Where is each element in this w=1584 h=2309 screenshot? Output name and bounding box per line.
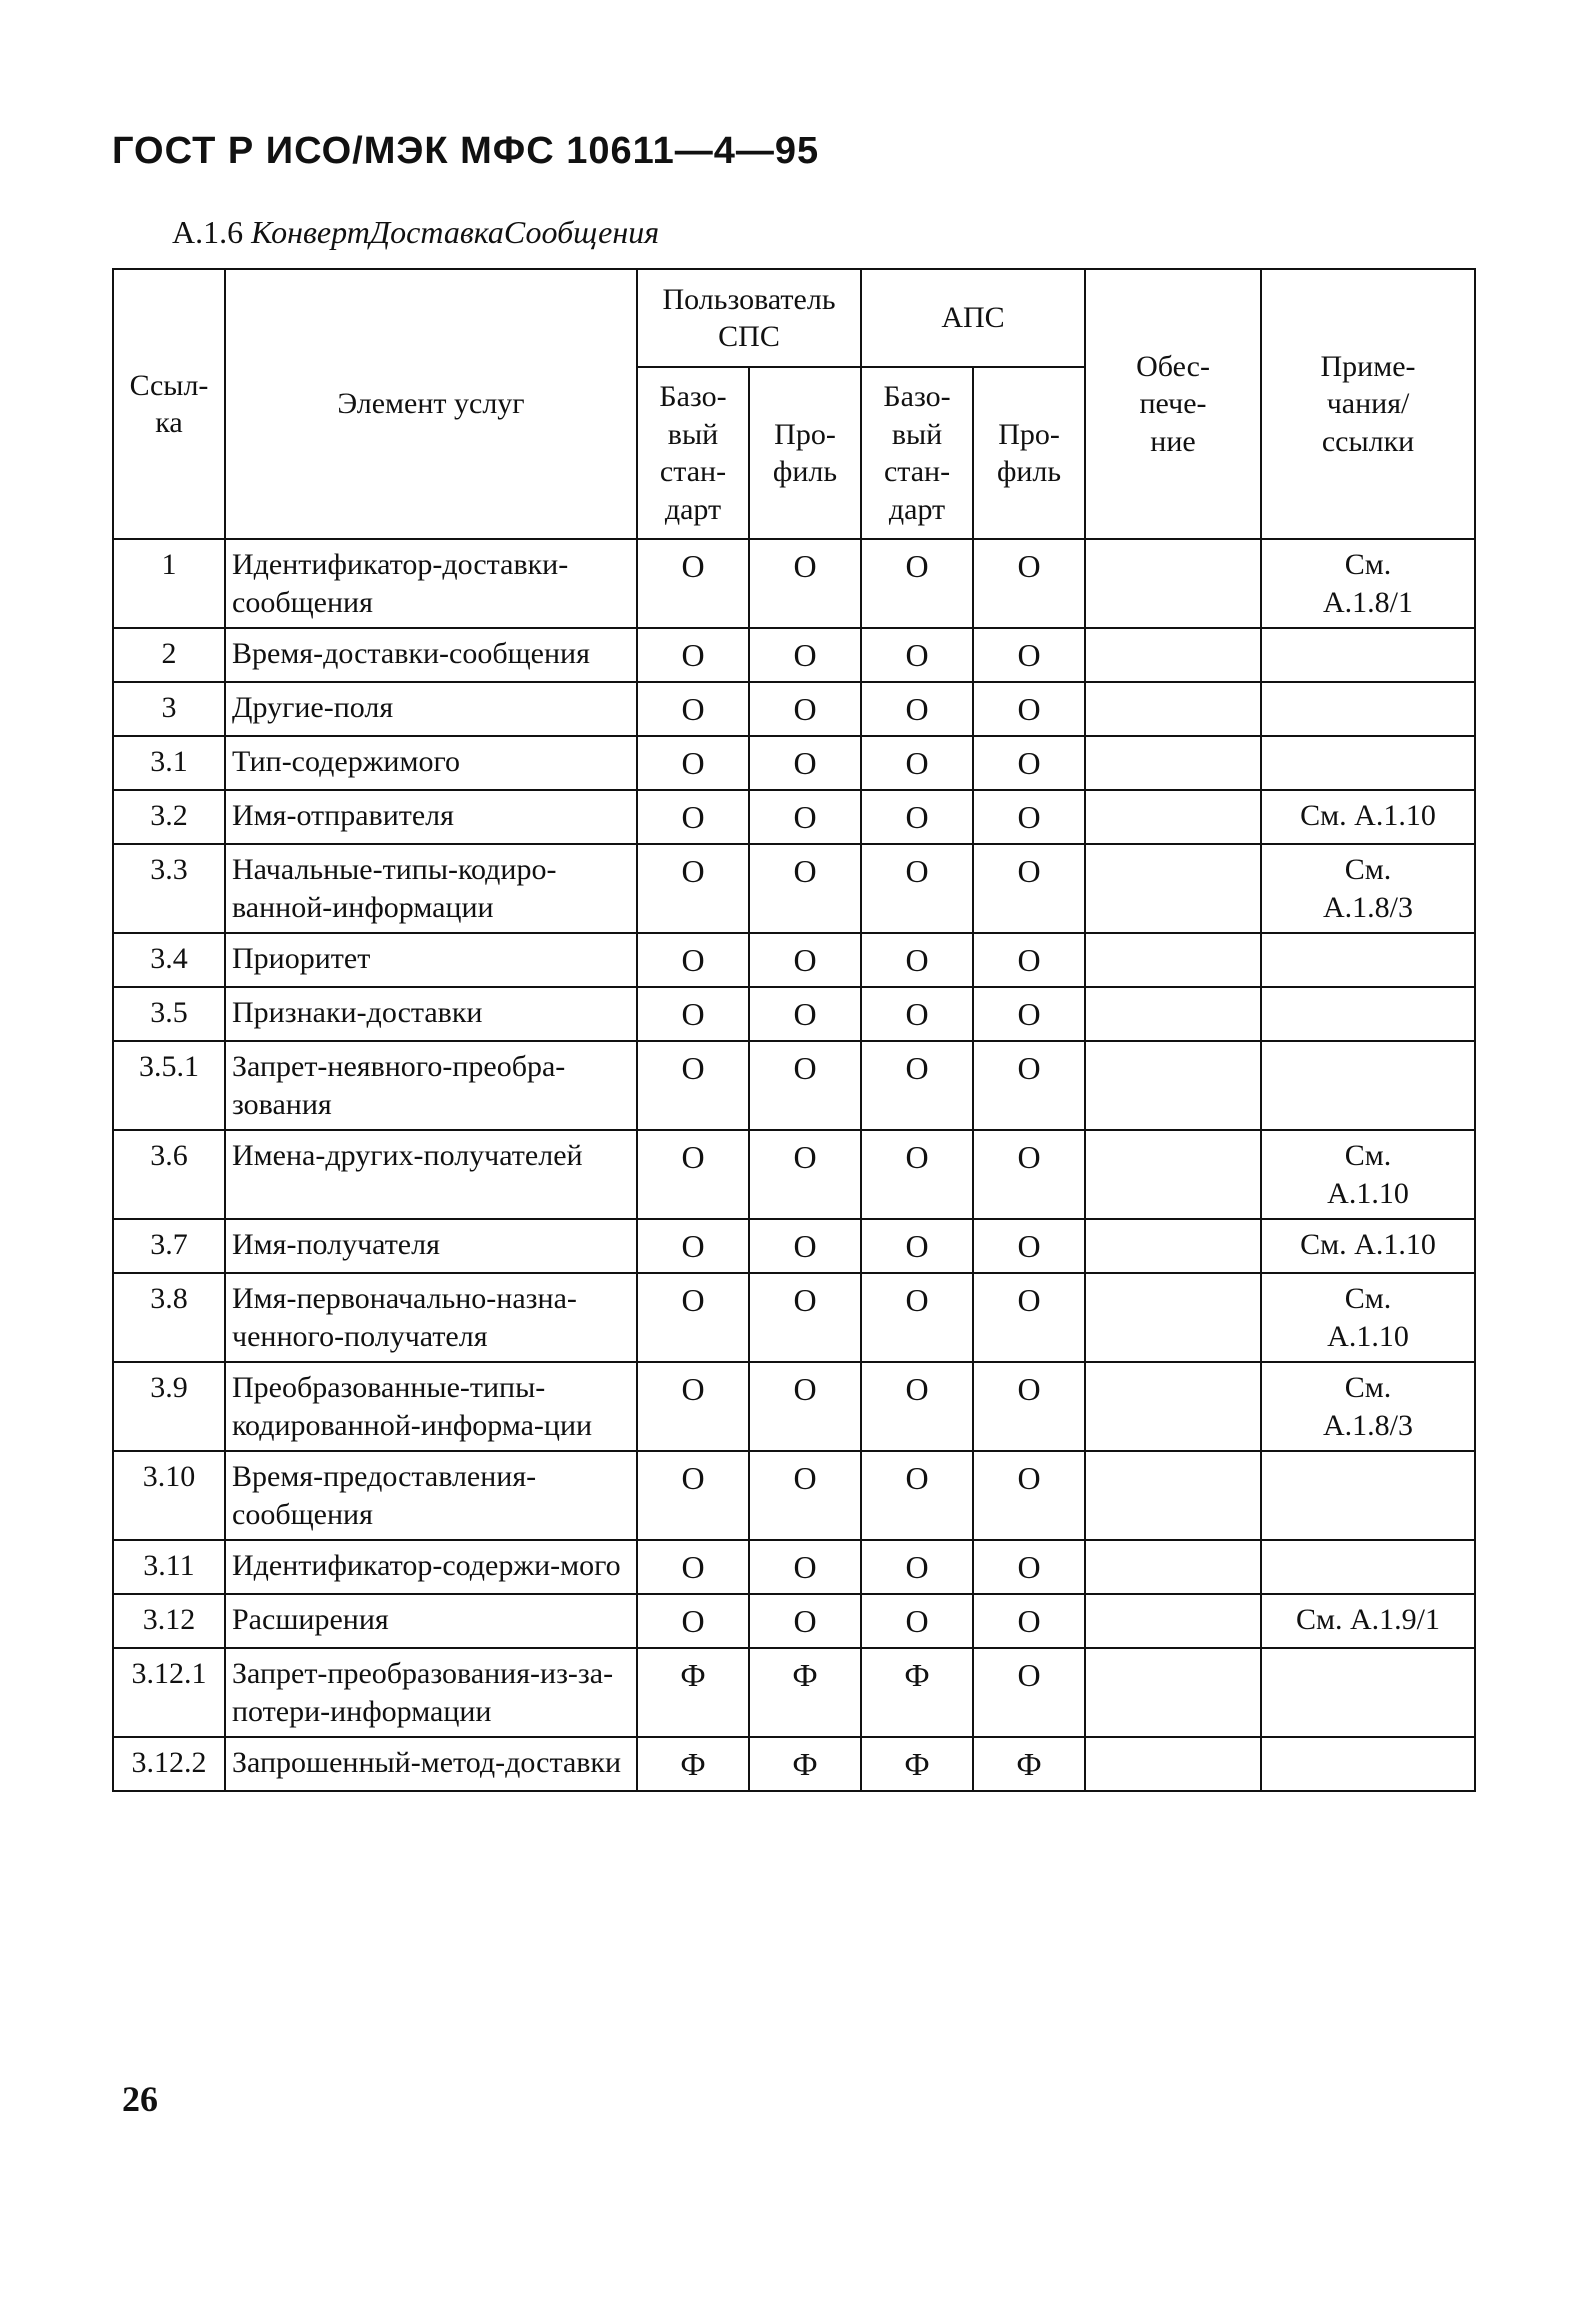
- row-ref: 3.8: [113, 1273, 225, 1362]
- row-user-base-std: О: [637, 844, 749, 933]
- row-aps-base-std: О: [861, 539, 973, 628]
- row-notes: См. А.1.10: [1261, 1219, 1475, 1273]
- header-ref: Ссыл- ка: [113, 269, 225, 539]
- row-provision: [1085, 736, 1261, 790]
- row-user-profile: О: [749, 987, 861, 1041]
- row-aps-profile: О: [973, 987, 1085, 1041]
- row-provision: [1085, 1451, 1261, 1540]
- row-provision: [1085, 682, 1261, 736]
- row-element: Время-предоставления-сообщения: [225, 1451, 637, 1540]
- service-elements-table: [112, 268, 1476, 1792]
- row-aps-profile: О: [973, 1362, 1085, 1451]
- row-aps-profile: О: [973, 539, 1085, 628]
- row-notes: См. А.1.10: [1261, 790, 1475, 844]
- row-user-base-std: О: [637, 790, 749, 844]
- row-aps-profile: О: [973, 1451, 1085, 1540]
- row-user-profile: О: [749, 1219, 861, 1273]
- row-element: Тип-содержимого: [225, 736, 637, 790]
- row-user-profile: О: [749, 1130, 861, 1219]
- table-body: [113, 539, 1475, 1791]
- row-ref: 3.6: [113, 1130, 225, 1219]
- row-aps-profile: О: [973, 1273, 1085, 1362]
- row-user-base-std: Ф: [637, 1648, 749, 1737]
- row-user-base-std: О: [637, 628, 749, 682]
- row-aps-profile: О: [973, 1219, 1085, 1273]
- row-user-profile: О: [749, 1041, 861, 1130]
- row-element: Запрошенный-метод-доставки: [225, 1737, 637, 1791]
- row-notes: [1261, 628, 1475, 682]
- section-number: А.1.6: [172, 214, 244, 250]
- row-ref: 3.4: [113, 933, 225, 987]
- row-provision: [1085, 933, 1261, 987]
- row-provision: [1085, 790, 1261, 844]
- table-row: [113, 682, 1475, 736]
- row-aps-profile: О: [973, 1648, 1085, 1737]
- row-aps-profile: О: [973, 790, 1085, 844]
- row-aps-profile: О: [973, 1540, 1085, 1594]
- section-title: [172, 214, 659, 251]
- row-user-base-std: О: [637, 1219, 749, 1273]
- header-notes: Приме- чания/ ссылки: [1261, 269, 1475, 539]
- row-aps-base-std: О: [861, 987, 973, 1041]
- row-ref: 3.1: [113, 736, 225, 790]
- row-aps-profile: О: [973, 736, 1085, 790]
- row-provision: [1085, 1594, 1261, 1648]
- row-aps-base-std: О: [861, 1451, 973, 1540]
- row-provision: [1085, 1362, 1261, 1451]
- row-user-base-std: О: [637, 987, 749, 1041]
- header-user-base-std: Базо- вый стан- дарт: [637, 367, 749, 539]
- row-user-base-std: О: [637, 1540, 749, 1594]
- row-user-base-std: О: [637, 1451, 749, 1540]
- table-row: [113, 1594, 1475, 1648]
- section-name: КонвертДоставкаСообщения: [251, 214, 660, 250]
- row-element: Идентификатор-доставки-сообщения: [225, 539, 637, 628]
- row-aps-profile: О: [973, 933, 1085, 987]
- row-ref: 2: [113, 628, 225, 682]
- row-element: Запрет-преобразования-из-за-потери-информации: [225, 1648, 637, 1737]
- row-element: Время-доставки-сообщения: [225, 628, 637, 682]
- row-aps-profile: О: [973, 628, 1085, 682]
- row-user-profile: О: [749, 1540, 861, 1594]
- row-element: Имя-первоначально-назна-ченного-получателя: [225, 1273, 637, 1362]
- row-ref: 3.12.2: [113, 1737, 225, 1791]
- row-user-profile: О: [749, 682, 861, 736]
- row-provision: [1085, 1737, 1261, 1791]
- table-row: [113, 933, 1475, 987]
- row-aps-profile: О: [973, 1041, 1085, 1130]
- row-user-profile: О: [749, 736, 861, 790]
- row-notes: [1261, 1041, 1475, 1130]
- table-row: [113, 987, 1475, 1041]
- row-element: Запрет-неявного-преобра-зования: [225, 1041, 637, 1130]
- row-ref: 3.5.1: [113, 1041, 225, 1130]
- row-notes: [1261, 1540, 1475, 1594]
- header-aps-profile: Про- филь: [973, 367, 1085, 539]
- header-user-profile: Про- филь: [749, 367, 861, 539]
- table-row: [113, 539, 1475, 628]
- row-ref: 3.7: [113, 1219, 225, 1273]
- row-aps-profile: О: [973, 1130, 1085, 1219]
- row-aps-base-std: О: [861, 1362, 973, 1451]
- row-provision: [1085, 987, 1261, 1041]
- row-user-base-std: О: [637, 682, 749, 736]
- row-ref: 3.11: [113, 1540, 225, 1594]
- header-aps-group: АПС: [861, 269, 1085, 367]
- row-ref: 3.12: [113, 1594, 225, 1648]
- row-provision: [1085, 1130, 1261, 1219]
- row-aps-base-std: О: [861, 682, 973, 736]
- row-aps-base-std: О: [861, 1273, 973, 1362]
- row-provision: [1085, 1540, 1261, 1594]
- page-number: 26: [122, 2079, 158, 2119]
- row-ref: 3.2: [113, 790, 225, 844]
- row-provision: [1085, 1041, 1261, 1130]
- row-aps-base-std: Ф: [861, 1737, 973, 1791]
- row-element: Приоритет: [225, 933, 637, 987]
- table-row: [113, 736, 1475, 790]
- row-aps-base-std: О: [861, 933, 973, 987]
- row-user-base-std: О: [637, 736, 749, 790]
- row-provision: [1085, 628, 1261, 682]
- row-aps-profile: Ф: [973, 1737, 1085, 1791]
- row-user-profile: О: [749, 1273, 861, 1362]
- table-row: [113, 628, 1475, 682]
- row-ref: 3: [113, 682, 225, 736]
- row-user-profile: О: [749, 844, 861, 933]
- row-ref: 1: [113, 539, 225, 628]
- row-provision: [1085, 844, 1261, 933]
- table-row: [113, 1451, 1475, 1540]
- table-row: [113, 1130, 1475, 1219]
- row-element: Имена-других-получателей: [225, 1130, 637, 1219]
- table-row: [113, 790, 1475, 844]
- table-row: [113, 844, 1475, 933]
- row-notes: [1261, 736, 1475, 790]
- row-aps-base-std: О: [861, 628, 973, 682]
- table-row: [113, 1737, 1475, 1791]
- row-aps-profile: О: [973, 1594, 1085, 1648]
- row-aps-base-std: О: [861, 1219, 973, 1273]
- row-ref: 3.12.1: [113, 1648, 225, 1737]
- row-user-profile: О: [749, 790, 861, 844]
- row-user-profile: О: [749, 1451, 861, 1540]
- table-row: [113, 1041, 1475, 1130]
- row-provision: [1085, 1273, 1261, 1362]
- row-notes: См. А.1.8/3: [1261, 1362, 1475, 1451]
- row-notes: См. А.1.8/1: [1261, 539, 1475, 628]
- row-element: Начальные-типы-кодиро-ванной-информации: [225, 844, 637, 933]
- header-element: Элемент услуг: [225, 269, 637, 539]
- row-user-base-std: О: [637, 933, 749, 987]
- row-aps-base-std: О: [861, 1594, 973, 1648]
- header-user-group: Пользователь СПС: [637, 269, 861, 367]
- table-row: [113, 1648, 1475, 1737]
- row-notes: См. А.1.10: [1261, 1273, 1475, 1362]
- row-element: Расширения: [225, 1594, 637, 1648]
- row-notes: [1261, 1737, 1475, 1791]
- row-element: Идентификатор-содержи-мого: [225, 1540, 637, 1594]
- header-aps-base-std: Базо- вый стан- дарт: [861, 367, 973, 539]
- table-row: [113, 1362, 1475, 1451]
- row-element: Признаки-доставки: [225, 987, 637, 1041]
- table-row: [113, 1219, 1475, 1273]
- row-ref: 3.5: [113, 987, 225, 1041]
- row-provision: [1085, 1219, 1261, 1273]
- table-row: [113, 1273, 1475, 1362]
- row-element: Другие-поля: [225, 682, 637, 736]
- row-notes: См. А.1.8/3: [1261, 844, 1475, 933]
- row-notes: [1261, 1648, 1475, 1737]
- row-user-profile: О: [749, 1362, 861, 1451]
- row-notes: [1261, 987, 1475, 1041]
- row-aps-base-std: О: [861, 1540, 973, 1594]
- row-element: Преобразованные-типы-кодированной-информа-ции: [225, 1362, 637, 1451]
- row-element: Имя-отправителя: [225, 790, 637, 844]
- row-aps-profile: О: [973, 682, 1085, 736]
- row-ref: 3.9: [113, 1362, 225, 1451]
- table-row: [113, 1540, 1475, 1594]
- row-notes: [1261, 1451, 1475, 1540]
- row-user-base-std: О: [637, 1594, 749, 1648]
- row-user-profile: О: [749, 1594, 861, 1648]
- row-aps-profile: О: [973, 844, 1085, 933]
- row-aps-base-std: Ф: [861, 1648, 973, 1737]
- row-user-base-std: О: [637, 1130, 749, 1219]
- row-user-profile: О: [749, 628, 861, 682]
- row-user-profile: Ф: [749, 1648, 861, 1737]
- row-notes: [1261, 682, 1475, 736]
- row-ref: 3.10: [113, 1451, 225, 1540]
- row-user-base-std: О: [637, 1041, 749, 1130]
- row-ref: 3.3: [113, 844, 225, 933]
- row-aps-base-std: О: [861, 1130, 973, 1219]
- row-element: Имя-получателя: [225, 1219, 637, 1273]
- row-aps-base-std: О: [861, 736, 973, 790]
- row-notes: См. А.1.10: [1261, 1130, 1475, 1219]
- row-provision: [1085, 539, 1261, 628]
- row-aps-base-std: О: [861, 844, 973, 933]
- row-user-base-std: Ф: [637, 1737, 749, 1791]
- row-notes: См. А.1.9/1: [1261, 1594, 1475, 1648]
- row-notes: [1261, 933, 1475, 987]
- document-header: ГОСТ Р ИСО/МЭК МФС 10611—4—95: [112, 130, 820, 172]
- row-user-profile: Ф: [749, 1737, 861, 1791]
- row-user-base-std: О: [637, 539, 749, 628]
- row-aps-base-std: О: [861, 790, 973, 844]
- row-provision: [1085, 1648, 1261, 1737]
- row-user-profile: О: [749, 933, 861, 987]
- row-user-base-std: О: [637, 1273, 749, 1362]
- header-provision: Обес- пече- ние: [1085, 269, 1261, 539]
- row-user-base-std: О: [637, 1362, 749, 1451]
- row-user-profile: О: [749, 539, 861, 628]
- row-aps-base-std: О: [861, 1041, 973, 1130]
